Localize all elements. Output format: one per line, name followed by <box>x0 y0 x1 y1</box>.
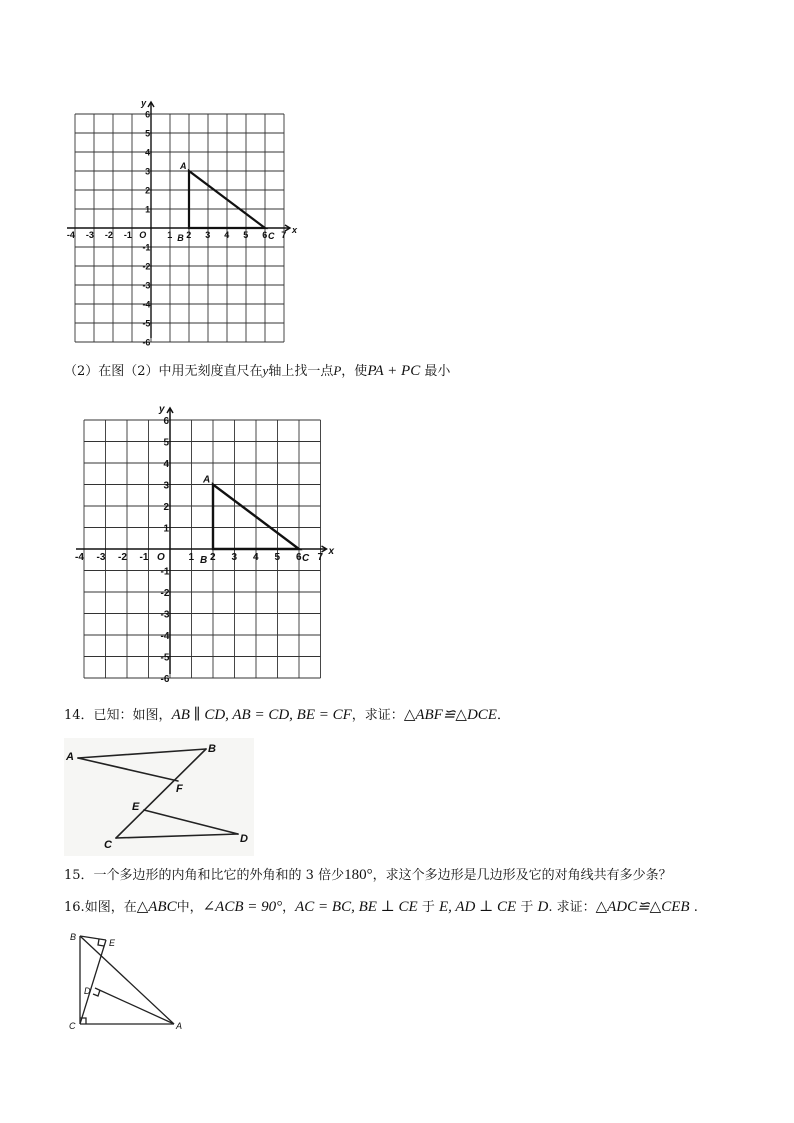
q15-angle: 180° <box>344 867 373 883</box>
q16-label-A: A <box>176 1021 183 1031</box>
x-tick-label: 6 <box>262 230 268 240</box>
q16-label-D: D <box>84 986 91 996</box>
x-tick-label: 3 <box>205 230 211 240</box>
x-tick-label: 5 <box>274 552 281 563</box>
q16-figure-svg <box>64 926 188 1032</box>
y-tick-label: 2 <box>163 502 170 513</box>
q13-suffix: 最小 <box>424 364 451 379</box>
y-tick-label: -1 <box>142 242 151 253</box>
q14-mid: ，求证： <box>351 708 404 723</box>
q14-figure <box>64 738 254 856</box>
segment-ED <box>144 810 238 834</box>
y-axis-label: y <box>159 404 165 415</box>
x-tick-label: 5 <box>243 230 249 240</box>
x-tick-label: -4 <box>75 552 84 563</box>
q16-end: . <box>693 900 698 915</box>
q16-t4: 于 <box>421 900 435 915</box>
q13-comma: ，使 <box>341 364 368 379</box>
q15-number: 15． <box>64 868 94 883</box>
x-tick-label: -1 <box>123 230 132 240</box>
point-label-B: B <box>200 555 208 566</box>
segment-AF <box>78 758 178 781</box>
y-tick-label: 1 <box>145 204 151 215</box>
x-tick-label: 4 <box>253 552 259 563</box>
point-label-A: A <box>203 474 211 486</box>
x-tick-label: 7 <box>281 230 287 240</box>
x-tick-label: -3 <box>96 552 106 563</box>
q14-label-C: C <box>104 839 112 851</box>
q14-text <box>64 706 510 725</box>
q13-var-y: y <box>262 363 269 378</box>
coordinate-grid-figure-2 <box>66 392 346 692</box>
y-tick-label: 5 <box>163 437 170 449</box>
segment-BC <box>116 749 206 838</box>
q16-label-E: E <box>109 938 116 948</box>
q16-claim: △ADC≌△CEB <box>595 899 690 915</box>
q16-figure <box>64 926 188 1032</box>
q14-label-E: E <box>132 801 140 813</box>
q15-before: 一个多边形的内角和比它的外角和的 3 倍少 <box>93 868 345 883</box>
grid-2-svg <box>66 392 346 692</box>
point-label-B: B <box>177 233 184 243</box>
q16-t5: 于 <box>520 900 534 915</box>
segment-AD <box>95 988 174 1024</box>
y-tick-label: 2 <box>145 185 151 196</box>
q13-prefix: （2）在图（2）中用无刻度直尺在 <box>64 364 263 379</box>
y-tick-label: -6 <box>142 337 151 348</box>
q16-triangle: △ABC <box>136 899 177 915</box>
y-tick-label: -2 <box>142 261 151 272</box>
x-tick-label: 1 <box>188 552 195 563</box>
x-tick-label: 2 <box>186 230 192 240</box>
x-tick-label: -2 <box>118 552 127 563</box>
x-tick-label: 7 <box>317 552 324 563</box>
segment-AB <box>78 749 206 758</box>
x-tick-label: -3 <box>85 230 94 240</box>
q16-conds: AC = BC, BE ⊥ CE <box>295 899 418 915</box>
x-axis-label: x <box>328 546 335 557</box>
q16-label-C: C <box>69 1021 76 1031</box>
point-label-A: A <box>180 161 187 171</box>
x-tick-label: 2 <box>210 552 216 563</box>
q16-angle-eq: ∠ACB = 90° <box>202 899 283 915</box>
q16-E: E, AD ⊥ CE <box>439 899 517 915</box>
q14-label-B: B <box>208 743 216 755</box>
q15-after: ，求这个多边形是几边形及它的对角线共有多少条？ <box>372 868 672 883</box>
y-tick-label: 3 <box>145 166 151 177</box>
y-tick-label: -1 <box>160 566 170 578</box>
q16-number: 16. <box>64 900 85 915</box>
q14-figure-svg <box>64 738 254 856</box>
q14-label-A: A <box>66 751 74 763</box>
origin-label: O <box>157 552 165 563</box>
point-label-C: C <box>302 553 310 564</box>
segment-CD <box>116 834 238 838</box>
y-tick-label: -3 <box>142 280 151 291</box>
segment-CE <box>80 940 106 1024</box>
q13-mid: 轴上找一点 <box>268 364 334 379</box>
y-tick-label: -5 <box>160 652 170 664</box>
point-label-C: C <box>268 231 275 241</box>
y-tick-label: -5 <box>142 318 151 329</box>
y-axis-label: y <box>141 98 147 108</box>
q16-t6: . 求证： <box>548 900 596 915</box>
q14-intro: 已知：如图， <box>93 708 172 723</box>
q16-t2: 中， <box>176 900 203 915</box>
q16-text <box>64 898 698 917</box>
y-tick-label: 5 <box>145 128 151 139</box>
y-tick-label: 1 <box>163 523 170 535</box>
q15-text <box>64 866 672 885</box>
q14-end: ． <box>496 708 510 723</box>
q13-part2-text <box>64 362 450 381</box>
origin-label: O <box>139 230 147 240</box>
q16-label-B: B <box>70 932 77 942</box>
q14-claim: △ABF≌△DCE <box>403 707 497 723</box>
right-angle-D <box>93 990 100 996</box>
y-tick-label: 6 <box>145 109 151 120</box>
q16-t1: 如图，在 <box>84 900 137 915</box>
x-tick-label: 1 <box>167 230 173 240</box>
q14-label-F: F <box>176 783 183 795</box>
x-tick-label: 4 <box>224 230 230 240</box>
q14-label-D: D <box>240 833 248 845</box>
y-tick-label: -4 <box>142 299 151 310</box>
y-tick-label: 3 <box>163 480 170 492</box>
y-tick-label: -6 <box>160 674 170 685</box>
y-tick-label: 4 <box>163 459 170 470</box>
q16-D: D <box>537 899 549 915</box>
x-tick-label: -2 <box>104 230 113 240</box>
x-tick-label: 6 <box>296 552 302 563</box>
coordinate-grid-figure-1 <box>60 90 310 350</box>
q13-var-p: P <box>333 363 342 378</box>
y-tick-label: 4 <box>145 147 151 158</box>
q14-given: AB ∥ CD, AB = CD, BE = CF <box>171 707 352 723</box>
x-axis-label: x <box>292 225 298 235</box>
x-tick-label: -4 <box>66 230 75 240</box>
y-tick-label: -2 <box>160 588 170 599</box>
y-tick-label: 6 <box>163 416 170 427</box>
q13-expr: PA + PC <box>367 363 421 379</box>
grid-1-svg <box>60 90 310 350</box>
y-tick-label: -4 <box>160 631 170 642</box>
q16-t3: ， <box>282 900 296 915</box>
y-tick-label: -3 <box>160 609 170 621</box>
q14-number: 14． <box>64 708 94 723</box>
x-tick-label: -1 <box>139 552 149 563</box>
x-tick-label: 3 <box>231 552 238 563</box>
